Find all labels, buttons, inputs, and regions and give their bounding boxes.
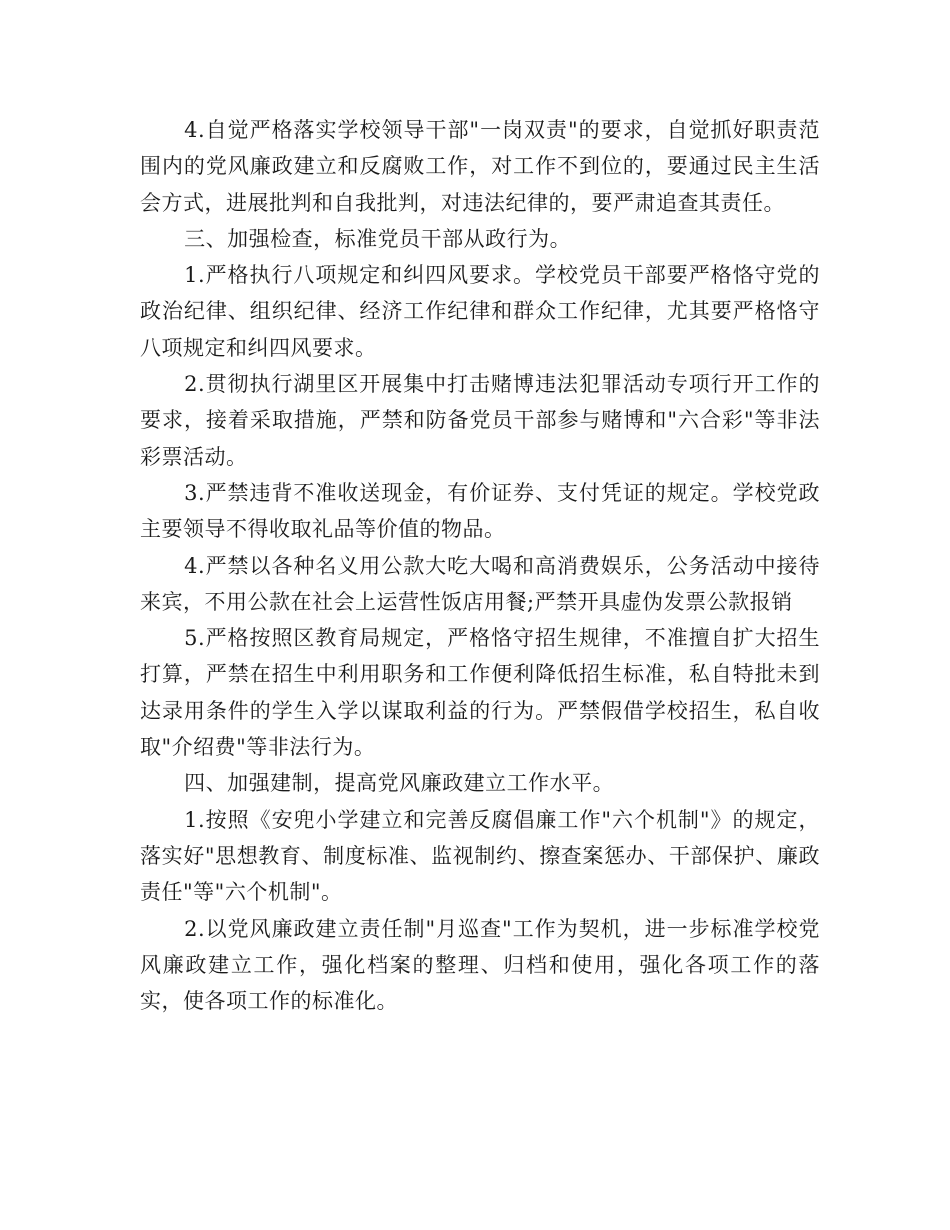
paragraph-3-5: 5.严格按照区教育局规定，严格恪守招生规律，不准擅自扩大招生打算，严禁在招生中利用职务和工作便利降低招生标准，私自特批未到达录用条件的学生入学以谋取利益的行为。严禁假借学校招生，私自收取"介绍费"等非法行为。 [140, 626, 820, 760]
paragraph-3-3: 3.严禁违背不准收送现金，有价证券、支付凭证的规定。学校党政主要领导不得收取礼品等价值的物品。 [140, 480, 820, 542]
paragraph-4-1: 1.按照《安兜小学建立和完善反腐倡廉工作"六个机制"》的规定，落实好"思想教育、制度标准、监视制约、擦查案惩办、干部保护、廉政责任"等"六个机制"。 [140, 807, 820, 905]
paragraph-1: 4.自觉严格落实学校领导干部"一岗双责"的要求，自觉抓好职责范围内的党风廉政建立和反腐败工作，对工作不到位的，要通过民主生活会方式，进展批判和自我批判，对违法纪律的，要严肃追查其责任。 [140, 118, 820, 215]
paragraph-3-4: 4.严禁以各种名义用公款大吃大喝和高消费娱乐，公务活动中接待来宾，不用公款在社会上运营性饭店用餐;严禁开具虚伪发票公款报销 [140, 553, 820, 614]
document-body [140, 112, 820, 1019]
paragraph-3-2: 2.贯彻执行湖里区开展集中打击赌博违法犯罪活动专项行开工作的要求，接着采取措施，严禁和防备党员干部参与赌博和"六合彩"等非法彩票活动。 [140, 372, 820, 469]
paragraph-3-1: 1.严格执行八项规定和纠四风要求。学校党员干部要严格恪守党的政治纪律、组织纪律、经济工作纪律和群众工作纪律，尤其要严格恪守八项规定和纠四风要求。 [140, 263, 820, 360]
paragraph-4-2: 2.以党风廉政建立责任制"月巡查"工作为契机，进一步标准学校党风廉政建立工作，强化档案的整理、归档和使用，强化各项工作的落实，使各项工作的标准化。 [140, 916, 820, 1014]
section-heading-3: 三、加强检查，标准党员干部从政行为。 [184, 226, 572, 251]
section-heading-4: 四、加强建制，提高党风廉政建立工作水平。 [184, 771, 615, 796]
